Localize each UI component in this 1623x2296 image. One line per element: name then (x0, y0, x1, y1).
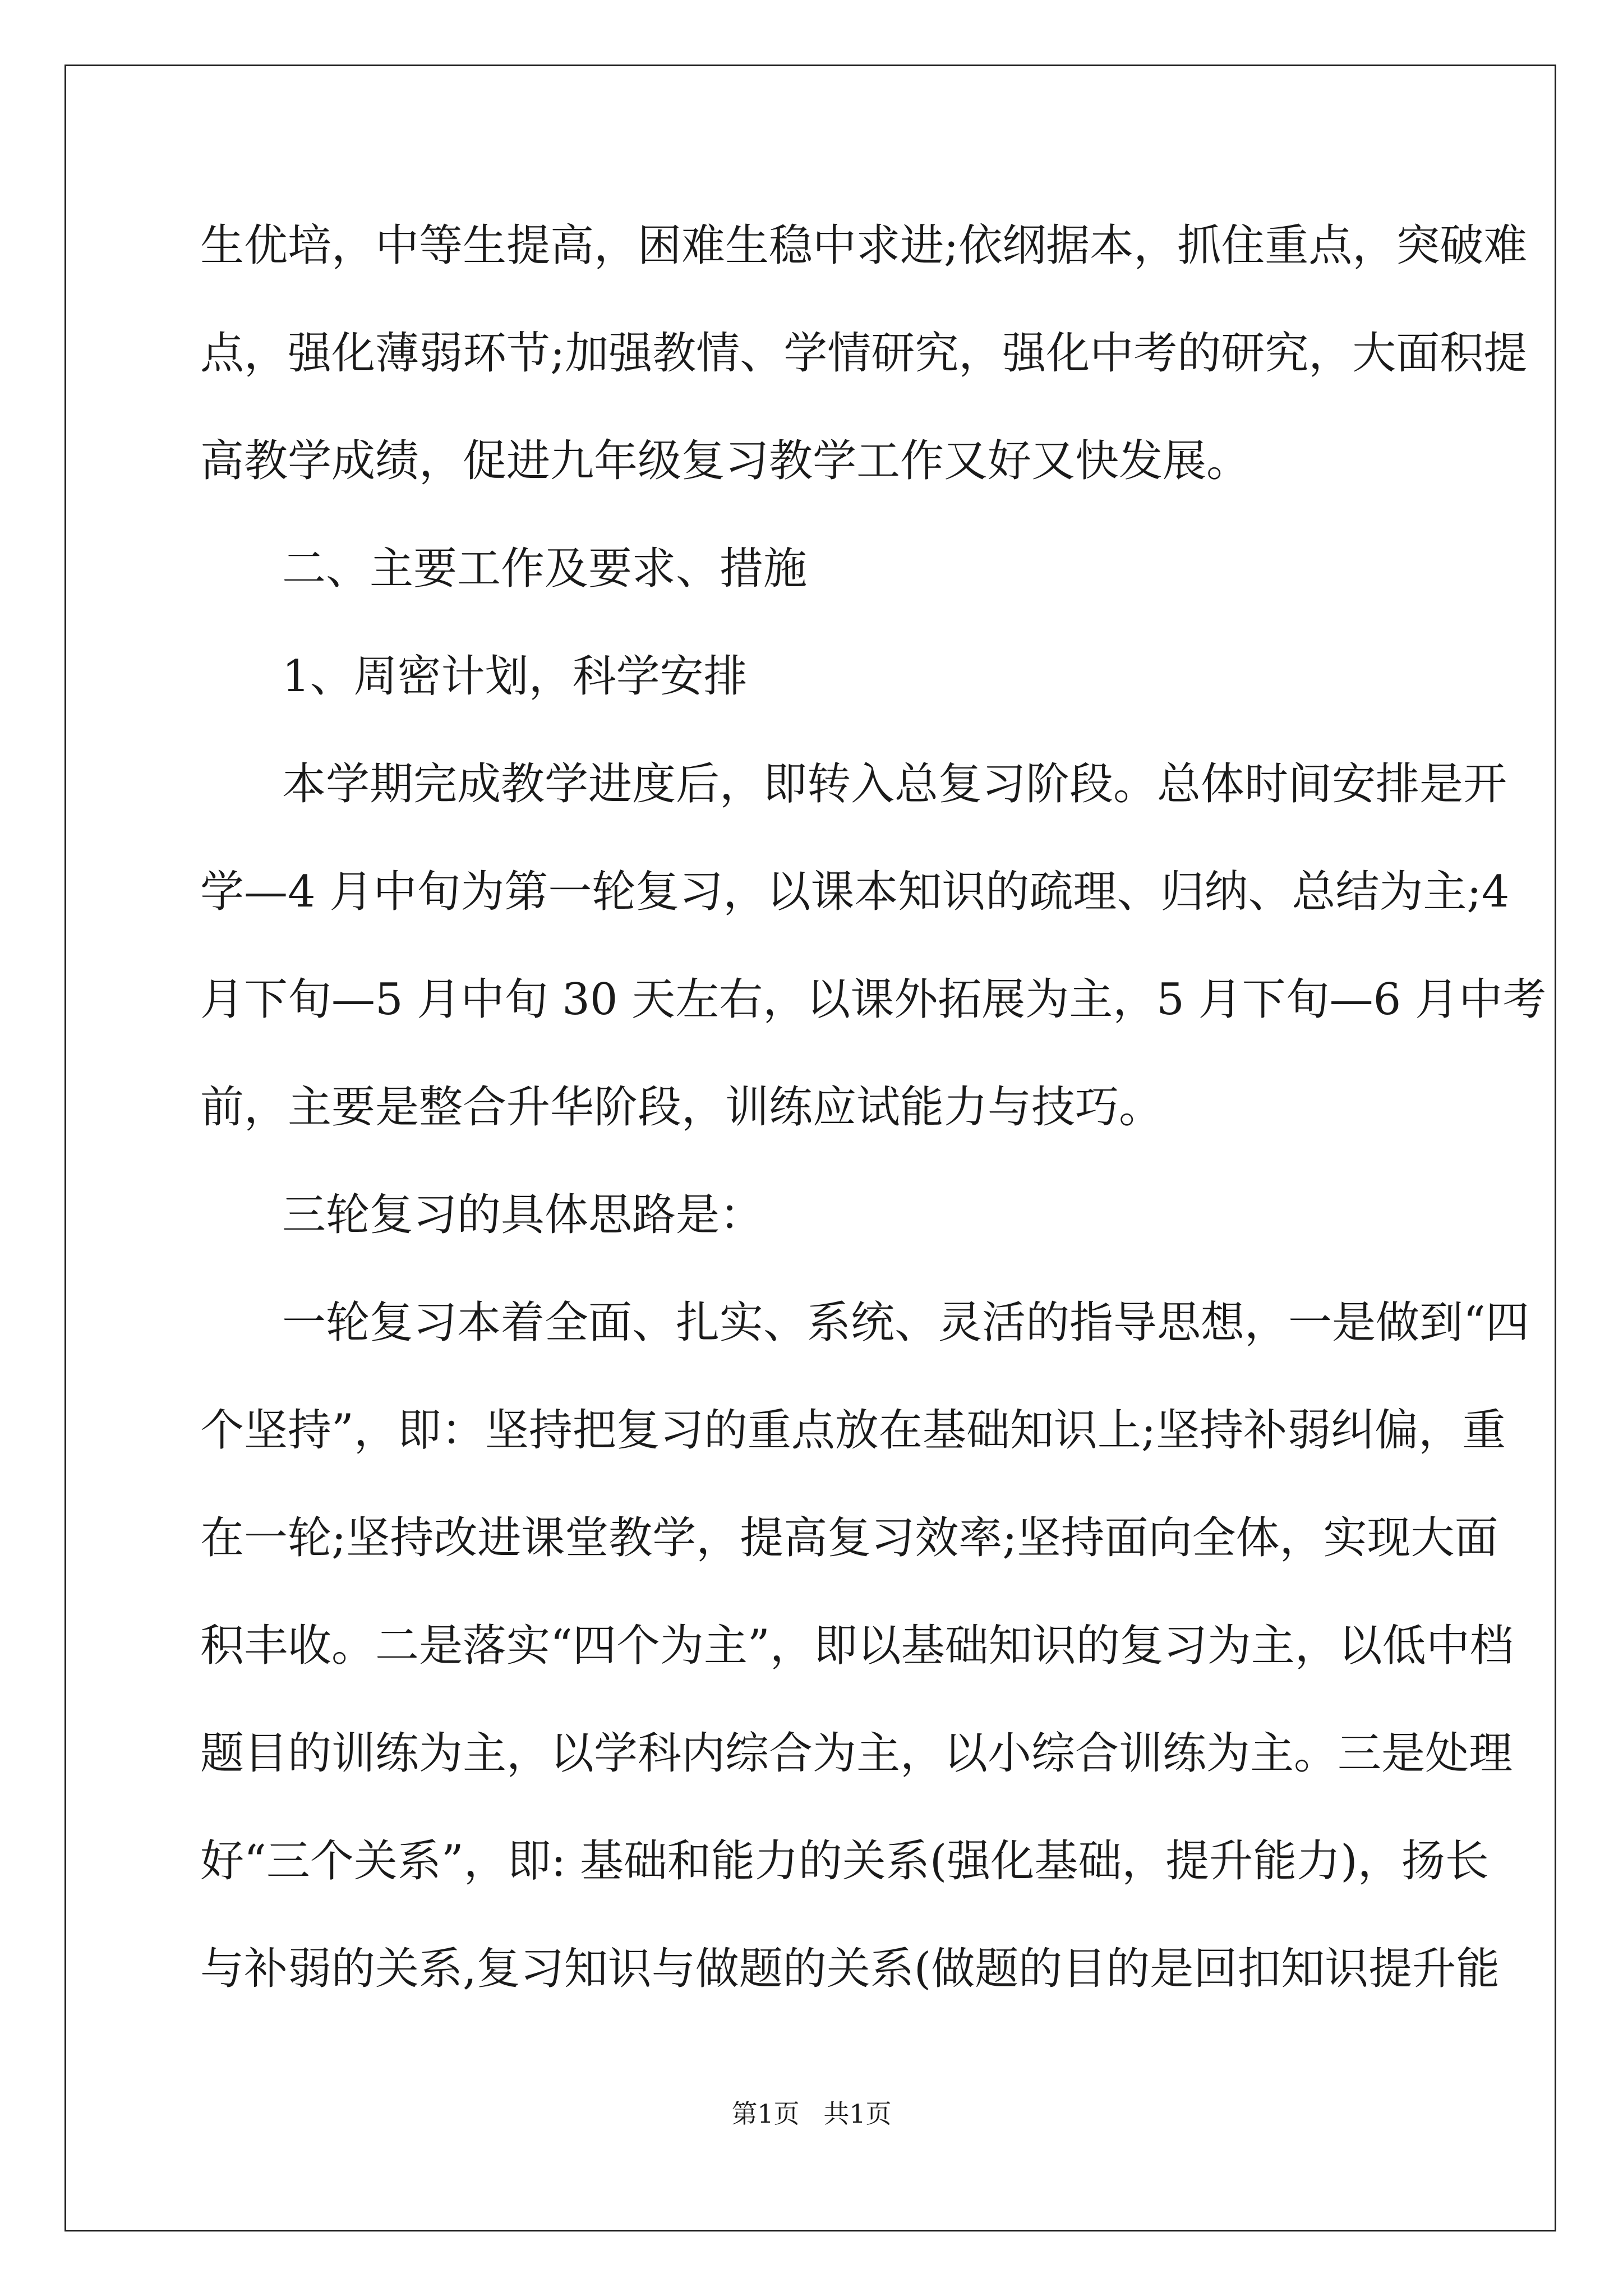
text-line: 与补弱的关系,复习知识与做题的关系(做题的目的是回扣知识提升能 (200, 1944, 1500, 1994)
section-heading: 二、主要工作及要求、措施 (282, 544, 808, 594)
page-border (64, 65, 1556, 2231)
text-line: 本学期完成教学进度后，即转入总复习阶段。总体时间安排是开 (282, 759, 1507, 809)
page-number-total: 共1页 (823, 2099, 892, 2129)
text-line: 三轮复习的具体思路是： (282, 1190, 764, 1240)
text-line: 在一轮;坚持改进课堂教学，提高复习效率;坚持面向全体，实现大面 (200, 1513, 1498, 1563)
text-line: 好“三个关系”，即: 基础和能力的关系(强化基础，提升能力)，扬长 (200, 1836, 1489, 1887)
page-footer (0, 2097, 1623, 2131)
text-line: 一轮复习本着全面、扎实、系统、灵活的指导思想，一是做到“四 (282, 1297, 1529, 1348)
text-line: 高教学成绩，促进九年级复习教学工作又好又快发展。 (200, 436, 1251, 486)
text-line: 学—4 月中旬为第一轮复习，以课本知识的疏理、归纳、总结为主;4 (200, 867, 1510, 917)
text-line: 月下旬—5 月中旬 30 天左右，以课外拓展为主，5 月下旬—6 月中考 (200, 974, 1547, 1025)
subsection-heading: 1、周密计划，科学安排 (282, 651, 748, 702)
text-line: 积丰收。二是落实“四个为主”，即以基础知识的复习为主，以低中档 (200, 1621, 1514, 1671)
text-line: 前，主要是整合升华阶段，训练应试能力与技巧。 (200, 1082, 1163, 1133)
text-line: 点，强化薄弱环节;加强教情、学情研究，强化中考的研究，大面积提 (200, 328, 1528, 379)
text-line: 生优培，中等生提高，困难生稳中求进;依纲据本，抓住重点，突破难 (200, 220, 1528, 271)
page-number-current: 第1页 (731, 2099, 800, 2129)
text-line: 个坚持”，即：坚持把复习的重点放在基础知识上;坚持补弱纠偏，重 (200, 1405, 1506, 1456)
text-line: 题目的训练为主，以学科内综合为主，以小综合训练为主。三是处理 (200, 1728, 1513, 1779)
